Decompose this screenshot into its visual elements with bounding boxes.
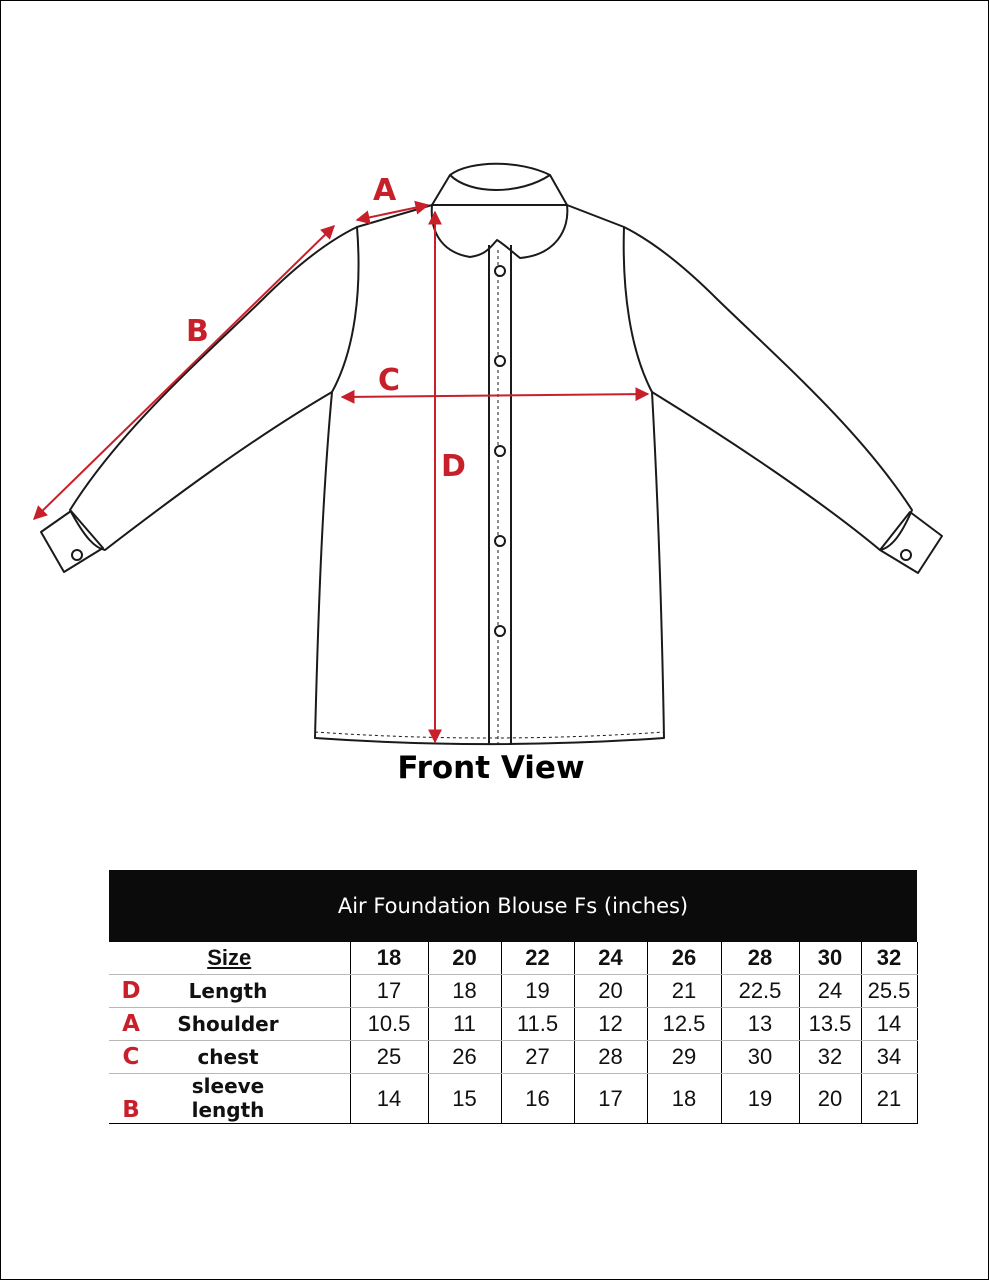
size-header-label: Size [109, 942, 350, 975]
size-chart-title: Air Foundation Blouse Fs (inches) [109, 870, 917, 942]
row-name: chest [197, 1045, 259, 1069]
table-cell: 29 [647, 1041, 721, 1074]
button [495, 536, 505, 546]
row-name: sleeve length [191, 1074, 265, 1122]
row-name: Shoulder [177, 1012, 279, 1036]
table-cell: 13 [721, 1008, 799, 1041]
table-cell: 34 [861, 1041, 917, 1074]
table-cell: 10.5 [350, 1008, 428, 1041]
table-cell: 20 [799, 1074, 861, 1124]
row-letter: C [122, 1044, 140, 1070]
table-cell: 24 [799, 975, 861, 1008]
size-header-row [109, 942, 917, 975]
size-table [109, 942, 918, 1124]
button [495, 266, 505, 276]
table-cell: 14 [861, 1008, 917, 1041]
right-sleeve [624, 227, 912, 550]
button [495, 626, 505, 636]
size-col: 26 [647, 942, 721, 975]
table-row-sleeve-length [109, 1074, 917, 1124]
left-sleeve [70, 227, 357, 550]
table-cell: 19 [501, 975, 574, 1008]
size-col: 24 [574, 942, 647, 975]
dimension-label-d: D [441, 449, 466, 484]
size-col: 20 [428, 942, 501, 975]
dimension-label-a: A [373, 173, 397, 208]
size-col: 18 [350, 942, 428, 975]
row-letter: B [122, 1097, 140, 1123]
button [495, 446, 505, 456]
cuff-button-right [901, 550, 911, 560]
table-cell: 12 [574, 1008, 647, 1041]
table-cell: 21 [647, 975, 721, 1008]
blouse-outline [41, 164, 942, 745]
dimension-label-c: C [378, 363, 401, 398]
collar-neckline [450, 175, 550, 190]
table-row-length [109, 975, 917, 1008]
table-row-shoulder [109, 1008, 917, 1041]
table-cell: 22.5 [721, 975, 799, 1008]
measure-lines [34, 205, 648, 742]
table-cell: 26 [428, 1041, 501, 1074]
table-cell: 25.5 [861, 975, 917, 1008]
table-cell: 14 [350, 1074, 428, 1124]
right-cuff [880, 512, 942, 573]
table-cell: 11 [428, 1008, 501, 1041]
size-col: 28 [721, 942, 799, 975]
front-view-caption: Front View [397, 750, 585, 786]
left-cuff [41, 511, 103, 572]
table-cell: 17 [574, 1074, 647, 1124]
button [495, 356, 505, 366]
dimension-label-b: B [186, 314, 209, 349]
table-cell: 17 [350, 975, 428, 1008]
table-cell: 27 [501, 1041, 574, 1074]
table-cell: 12.5 [647, 1008, 721, 1041]
table-cell: 18 [647, 1074, 721, 1124]
table-cell: 15 [428, 1074, 501, 1124]
row-letter: D [121, 978, 141, 1004]
size-chart [109, 870, 917, 1124]
measure-b [34, 226, 334, 519]
table-cell: 25 [350, 1041, 428, 1074]
table-row-chest [109, 1041, 917, 1074]
table-cell: 28 [574, 1041, 647, 1074]
table-cell: 11.5 [501, 1008, 574, 1041]
size-col: 32 [861, 942, 917, 975]
size-col: 30 [799, 942, 861, 975]
table-cell: 16 [501, 1074, 574, 1124]
table-cell: 21 [861, 1074, 917, 1124]
row-name: Length [188, 979, 268, 1003]
table-cell: 30 [721, 1041, 799, 1074]
cuff-button-left [72, 550, 82, 560]
row-letter: A [122, 1011, 140, 1037]
table-cell: 20 [574, 975, 647, 1008]
table-cell: 19 [721, 1074, 799, 1124]
table-cell: 32 [799, 1041, 861, 1074]
size-col: 22 [501, 942, 574, 975]
table-cell: 18 [428, 975, 501, 1008]
table-cell: 13.5 [799, 1008, 861, 1041]
